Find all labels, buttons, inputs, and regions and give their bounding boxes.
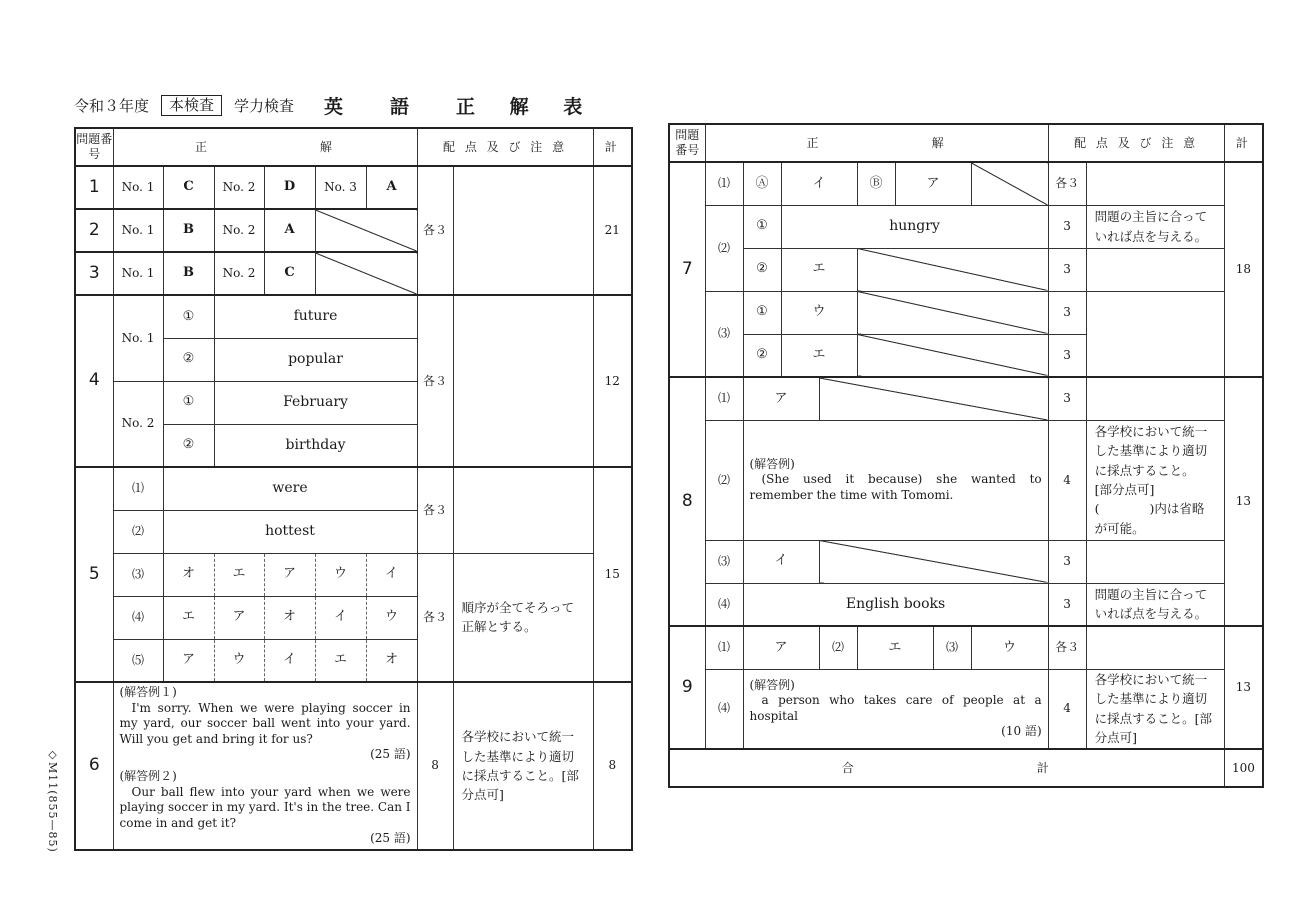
q5-sub3-label: ⑶ [113,553,163,596]
q5-sub4-choice: エ [163,596,214,639]
q1-3-notes [453,166,593,295]
q5-number: 5 [75,467,113,682]
q8-sub2-answer [743,420,1048,540]
q8-sub2-notes [1086,420,1224,540]
q4-no1-label: No. 1 [113,295,163,381]
q3-number: 3 [75,252,113,295]
q7-sub1-blank [971,162,1048,205]
q8-sub2-note-omit: ( )内は省略が可能。 [1094,501,1205,536]
q2-no2-label: No. 2 [214,209,264,252]
q4-no2-sub1: ① [163,381,214,424]
q8-example-label: (解答例) [749,456,795,471]
q7-sub1-label: ⑴ [705,162,743,205]
q8-sub3-notes [1086,540,1224,583]
q7-sub2-answer2: エ [781,248,857,291]
col-total-header: 計 [593,128,632,166]
q1-no1-label: No. 1 [113,166,163,209]
q7-sub1-notes [1086,162,1224,205]
q8-sub4-label: ⑷ [705,583,743,626]
q7-sub2-label: ⑵ [705,205,743,291]
q4-no2-answer1: February [214,381,417,424]
col-total-header: 計 [1224,124,1263,162]
q5-sub5-label: ⑸ [113,639,163,682]
q1-no2-label: No. 2 [214,166,264,209]
q9-number: 9 [669,626,705,749]
q5-sub5-choice: ウ [214,639,264,682]
q9-sub4-notes: 各学校において統一した基準により適切に採点すること。[部分点可] [1086,669,1224,749]
q3-blank-cell [315,252,417,295]
q8-sub2-note-main: 各学校において統一した基準により適切に採点すること。 [1094,423,1208,478]
q5-sub4-choice: ア [214,596,264,639]
q5-sub1-label: ⑴ [113,467,163,510]
q6-notes: 各学校において統一した基準により適切に採点すること。[部分点可] [453,682,593,850]
q5-12-notes [453,467,593,553]
q8-sub3-label: ⑶ [705,540,743,583]
q7-sub3-notes [1086,291,1224,377]
q1-no1-answer: C [163,166,214,209]
q8-example-text: (She used it because) she wanted to remember the time with Tomomi. [749,472,1042,502]
q7-sub2-notes: 問題の主旨に合っていれば点を与える。 [1086,205,1224,248]
q5-12-score: 各３ [417,467,453,553]
q7-sub3-answer1: ウ [781,291,857,334]
q7-sub2-notes2 [1086,248,1224,291]
col-notes-header: 配 点 及 び 注 意 [417,128,593,166]
q3-no2-answer: C [264,252,315,295]
q1-no3-answer: A [366,166,417,209]
q7-sub3-c1: ① [743,291,781,334]
q1-no3-label: No. 3 [315,166,366,209]
q9-example-wordcount: (10 語) [1001,724,1042,739]
q4-no2-sub2: ② [163,424,214,467]
q8-sub4-score: 3 [1048,583,1086,626]
q6-example1-wordcount: (25 語) [370,747,411,762]
q8-sub1-score: 3 [1048,377,1086,420]
q5-sub5-choice: イ [264,639,315,682]
q8-sub1-label: ⑴ [705,377,743,420]
q7-number: 7 [669,162,705,377]
q7-total: 18 [1224,162,1263,377]
col-number-header: 問題番号 [669,124,705,162]
q6-score: 8 [417,682,453,850]
exam-type-badge: 本検査 [161,95,222,116]
q4-no2-label: No. 2 [113,381,163,467]
q5-sub2-label: ⑵ [113,510,163,553]
q9-sub2-answer: エ [857,626,933,669]
col-notes-header: 配 点 及 び 注 意 [1048,124,1224,162]
q7-sub3-c2: ② [743,334,781,377]
q4-notes [453,295,593,467]
q9-total: 13 [1224,626,1263,749]
q5-sub3-choice: エ [214,553,264,596]
q8-sub1-answer: ア [743,377,819,420]
q6-example1-label: (解答例１) [119,685,177,699]
q1-no2-answer: D [264,166,315,209]
q2-no2-answer: A [264,209,315,252]
q6-answer-examples [113,682,417,850]
q9-sub1-label: ⑴ [705,626,743,669]
q3-no1-label: No. 1 [113,252,163,295]
q9-sub4-label: ⑷ [705,669,743,749]
q7-mark-b: Ⓑ [857,162,895,205]
q5-total: 15 [593,467,632,682]
col-answer-header: 正 解 [113,128,417,166]
q8-sub3-blank [819,540,1048,583]
q6-example2-label: (解答例２) [119,768,177,783]
q1-number: 1 [75,166,113,209]
q5-sub4-label: ⑷ [113,596,163,639]
q6-number: 6 [75,682,113,850]
q8-sub2-note-partial: [部分点可] [1094,482,1155,497]
q4-total: 12 [593,295,632,467]
q7-sub3-blank2 [857,334,1048,377]
q5-sub3-choice: オ [163,553,214,596]
q7-sub2-c1: ① [743,205,781,248]
q4-no2-answer2: birthday [214,424,417,467]
q5-sub3-choice: イ [366,553,417,596]
q7-sub3-score1: 3 [1048,291,1086,334]
q6-total: 8 [593,682,632,850]
q4-no1-answer1: future [214,295,417,338]
q8-sub1-notes [1086,377,1224,420]
q9-example-label: (解答例) [749,677,795,692]
q7-sub3-label: ⑶ [705,291,743,377]
exam-year: 令和３年度 [74,97,150,115]
q9-123-notes [1086,626,1224,669]
q3-no2-label: No. 2 [214,252,264,295]
q9-sub3-answer: ウ [971,626,1048,669]
q2-blank-cell [315,209,417,252]
q7-sub2-score2: 3 [1048,248,1086,291]
q4-no1-sub1: ① [163,295,214,338]
q9-sub4-score: 4 [1048,669,1086,749]
q7-sub2-score1: 3 [1048,205,1086,248]
q7-mark-a: Ⓐ [743,162,781,205]
q5-sub4-choice: オ [264,596,315,639]
q9-123-score: 各３ [1048,626,1086,669]
page-title: 英 語 正 解 表 [324,96,597,118]
q8-sub4-notes: 問題の主旨に合っていれば点を与える。 [1086,583,1224,626]
q8-sub2-label: ⑵ [705,420,743,540]
q8-sub3-score: 3 [1048,540,1086,583]
q8-sub1-blank [819,377,1048,420]
q7-sub3-answer2: エ [781,334,857,377]
q5-sub4-choice: ウ [366,596,417,639]
grand-total-label: 合 計 [669,749,1224,787]
q4-no1-sub2: ② [163,338,214,381]
q4-score: 各３ [417,295,453,467]
answer-table-left [74,127,633,851]
q7-sub1-score: 各３ [1048,162,1086,205]
answer-table-right [668,123,1264,788]
q8-number: 8 [669,377,705,626]
q1-3-total: 21 [593,166,632,295]
q9-sub1-answer: ア [743,626,819,669]
q5-sub4-choice: イ [315,596,366,639]
q9-sub4-answer [743,669,1048,749]
q6-example2-text: Our ball flew into your yard when we were playing soccer in my yard. It's in the tree. Can I come in and get it? [119,784,411,830]
q6-example1-text: I'm sorry. When we were playing soccer in my yard, our soccer ball went into your yard. Will you get and bring it for us? [119,700,411,746]
q8-sub3-answer: イ [743,540,819,583]
q7-sub2-blank [857,248,1048,291]
q5-345-notes: 順序が全てそろって正解とする。 [453,553,593,682]
q7-answer-b: ア [895,162,971,205]
q9-sub2-label: ⑵ [819,626,857,669]
q8-total: 13 [1224,377,1263,626]
q9-example-text: a person who takes care of people at a hospital [749,693,1042,723]
q5-345-score: 各３ [417,553,453,682]
q2-no1-answer: B [163,209,214,252]
q7-sub3-score2: 3 [1048,334,1086,377]
q2-no1-label: No. 1 [113,209,163,252]
q7-sub2-answer1: hungry [781,205,1048,248]
q5-sub3-choice: ウ [315,553,366,596]
col-number-header: 問題番号 [75,128,113,166]
side-code: ◇M11(855—85) [46,748,59,853]
grand-total-value: 100 [1224,749,1263,787]
q5-sub2-answer: hottest [163,510,417,553]
q8-sub4-answer: English books [743,583,1048,626]
col-answer-header: 正 解 [705,124,1048,162]
exam-name: 学力検査 [234,97,295,115]
q5-sub3-choice: ア [264,553,315,596]
q4-no1-answer2: popular [214,338,417,381]
q2-number: 2 [75,209,113,252]
q5-sub5-choice: ア [163,639,214,682]
q6-example2-wordcount: (25 語) [370,831,411,846]
q7-answer-a: イ [781,162,857,205]
q5-sub5-choice: エ [315,639,366,682]
q7-sub2-c2: ② [743,248,781,291]
q1-3-score: 各３ [417,166,453,295]
q8-sub2-score: 4 [1048,420,1086,540]
q7-sub3-blank1 [857,291,1048,334]
q5-sub1-answer: were [163,467,417,510]
q9-sub3-label: ⑶ [933,626,971,669]
q4-number: 4 [75,295,113,467]
page-header [74,92,596,119]
q3-no1-answer: B [163,252,214,295]
q5-sub5-choice: オ [366,639,417,682]
